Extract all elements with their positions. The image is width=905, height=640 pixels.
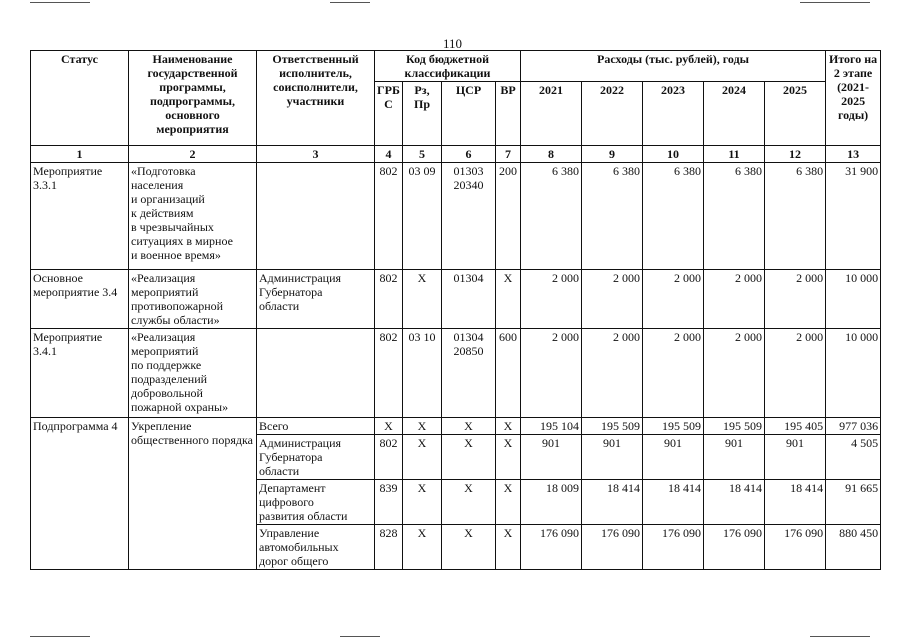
row-executor: Всего [257,418,375,435]
scan-rule-bottom-1 [30,636,90,637]
row-total: 4 505 [826,435,881,480]
row-grbs: 802 [375,435,403,480]
col-num: 6 [442,146,496,163]
scan-rule-top-2 [330,2,370,3]
row-csr: 01304 [442,270,496,329]
row-2022: 2 000 [582,270,643,329]
row-csr: X [442,418,496,435]
row-2023: 195 509 [643,418,704,435]
header-expenses: Расходы (тыс. рублей), годы [521,51,826,82]
row-vr: X [496,480,521,525]
header-name: Наименование государственной программы, подпрограммы, основного мероприятия [129,51,257,146]
row-name: «Реализация мероприятий по поддержке подразделений добровольной пожарной охраны» [129,329,257,418]
scan-rule-bottom-3 [810,636,870,637]
row-vr: 600 [496,329,521,418]
header-status: Статус [31,51,129,146]
col-num: 2 [129,146,257,163]
row-2021: 2 000 [521,329,582,418]
row-vr: X [496,270,521,329]
row-status: Мероприятие 3.4.1 [31,329,129,418]
col-num: 4 [375,146,403,163]
row-2022: 18 414 [582,480,643,525]
header-year-2024: 2024 [704,82,765,146]
row-2024: 6 380 [704,163,765,270]
row-total: 10 000 [826,270,881,329]
sub4-status: Подпрограмма 4 [31,418,129,570]
row-2023: 2 000 [643,270,704,329]
sub4-name: Укрепление общественного порядка [129,418,257,570]
row-grbs: 839 [375,480,403,525]
row-vr: X [496,525,521,570]
row-2021: 6 380 [521,163,582,270]
row-2021: 176 090 [521,525,582,570]
row-total: 880 450 [826,525,881,570]
row-csr: X [442,435,496,480]
col-num: 1 [31,146,129,163]
col-num: 7 [496,146,521,163]
row-total: 10 000 [826,329,881,418]
row-2022: 901 [582,435,643,480]
row-2025: 2 000 [765,270,826,329]
col-num: 13 [826,146,881,163]
row-2022: 176 090 [582,525,643,570]
column-number-row [31,146,881,163]
row-2021: 195 104 [521,418,582,435]
col-num: 5 [403,146,442,163]
row-vr: 200 [496,163,521,270]
col-num: 10 [643,146,704,163]
row-csr: X [442,525,496,570]
row-2022: 2 000 [582,329,643,418]
header-csr: ЦСР [442,82,496,146]
row-2024: 2 000 [704,329,765,418]
row-2025: 2 000 [765,329,826,418]
row-2021: 2 000 [521,270,582,329]
row-executor: Департамент цифрового развития области [257,480,375,525]
row-grbs: 828 [375,525,403,570]
header-year-2023: 2023 [643,82,704,146]
col-num: 9 [582,146,643,163]
header-total: Итого на 2 этапе (2021-2025 годы) [826,51,881,146]
row-2025: 18 414 [765,480,826,525]
row-rzpr: X [403,418,442,435]
row-name: «Подготовка населения и организаций к действиям в чрезвычайных ситуациях в мирное и военное время» [129,163,257,270]
row-2023: 2 000 [643,329,704,418]
row-status: Мероприятие 3.3.1 [31,163,129,270]
header-vr: ВР [496,82,521,146]
row-2024: 18 414 [704,480,765,525]
header-year-2025: 2025 [765,82,826,146]
header-row-1 [31,51,881,82]
scan-rule-bottom-2 [340,636,380,637]
row-rzpr: X [403,480,442,525]
row-2024: 195 509 [704,418,765,435]
table-row [31,270,881,329]
row-2024: 2 000 [704,270,765,329]
page-number: 110 [442,36,463,51]
row-status: Основное мероприятие 3.4 [31,270,129,329]
col-num: 12 [765,146,826,163]
row-2023: 6 380 [643,163,704,270]
header-executor: Ответственный исполнитель, соисполнители, участники [257,51,375,146]
row-executor [257,163,375,270]
row-2023: 18 414 [643,480,704,525]
row-rzpr: X [403,435,442,480]
col-num: 11 [704,146,765,163]
row-2023: 901 [643,435,704,480]
row-rzpr: 03 10 [403,329,442,418]
header-budget-code: Код бюджетной классификации [375,51,521,82]
row-rzpr: 03 09 [403,163,442,270]
row-grbs: 802 [375,270,403,329]
row-grbs: X [375,418,403,435]
table-row [31,418,881,435]
col-num: 8 [521,146,582,163]
row-2021: 901 [521,435,582,480]
row-2021: 18 009 [521,480,582,525]
row-total: 977 036 [826,418,881,435]
row-executor: Администрация Губернатора области [257,270,375,329]
row-2025: 6 380 [765,163,826,270]
header-year-2021: 2021 [521,82,582,146]
header-rzpr: Рз, Пр [403,82,442,146]
row-rzpr: X [403,270,442,329]
row-2025: 195 405 [765,418,826,435]
header-grbs: ГРБ С [375,82,403,146]
row-2022: 195 509 [582,418,643,435]
row-csr: 01304 20850 [442,329,496,418]
row-grbs: 802 [375,163,403,270]
row-2022: 6 380 [582,163,643,270]
budget-table [30,50,881,570]
table-row [31,163,881,270]
row-vr: X [496,435,521,480]
scan-rule-top-1 [30,2,90,3]
scan-rule-top-3 [800,2,870,3]
row-rzpr: X [403,525,442,570]
row-grbs: 802 [375,329,403,418]
col-num: 3 [257,146,375,163]
row-2025: 901 [765,435,826,480]
row-2025: 176 090 [765,525,826,570]
row-2024: 901 [704,435,765,480]
row-csr: X [442,480,496,525]
row-csr: 01303 20340 [442,163,496,270]
row-name: «Реализация мероприятий противопожарной службы области» [129,270,257,329]
row-2024: 176 090 [704,525,765,570]
row-executor: Администрация Губернатора области [257,435,375,480]
row-2023: 176 090 [643,525,704,570]
row-executor [257,329,375,418]
header-year-2022: 2022 [582,82,643,146]
row-total: 91 665 [826,480,881,525]
row-total: 31 900 [826,163,881,270]
table-row [31,329,881,418]
row-executor: Управление автомобильных дорог общего [257,525,375,570]
row-vr: X [496,418,521,435]
